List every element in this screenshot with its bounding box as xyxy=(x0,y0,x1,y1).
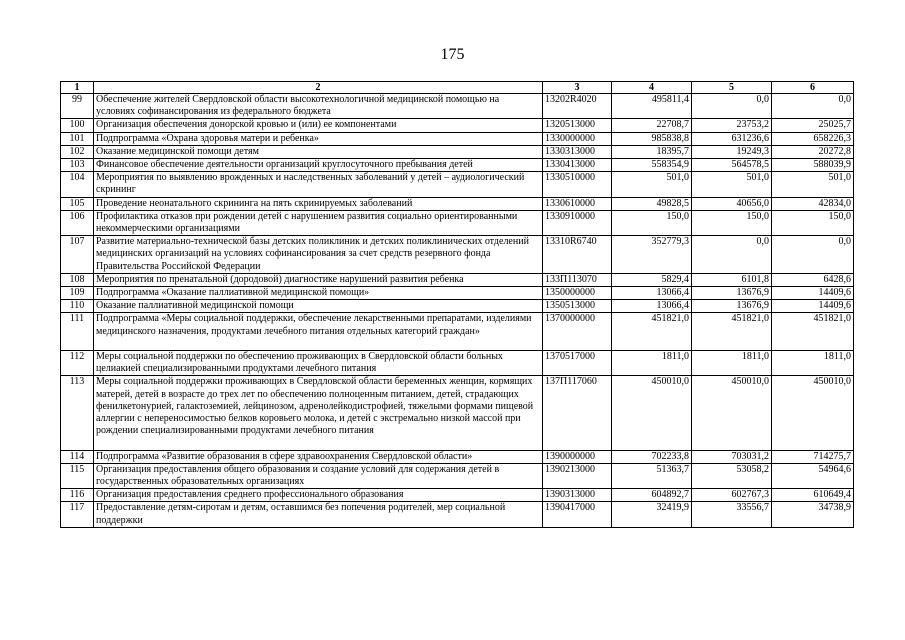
row-value-col5-cell: 1811,0 xyxy=(692,351,772,376)
row-value-col6-cell: 0,0 xyxy=(772,236,854,274)
header-cell: 6 xyxy=(772,82,854,94)
row-name-cell: Организация предоставления общего образования и создание условий для содержания детей в государственных образовательных организациях xyxy=(94,463,543,488)
row-code-cell: 1390213000 xyxy=(543,463,612,488)
row-code-cell: 1320513000 xyxy=(543,119,612,132)
row-code-cell: 1330000000 xyxy=(543,132,612,145)
row-name-cell: Организация предоставления среднего профессионального образования xyxy=(94,489,543,502)
row-code-cell: 1330510000 xyxy=(543,172,612,197)
row-value-col5-cell: 33556,7 xyxy=(692,502,772,527)
row-code-cell: 1370000000 xyxy=(543,313,612,351)
row-value-col6-cell: 1811,0 xyxy=(772,351,854,376)
row-value-col5-cell: 451821,0 xyxy=(692,313,772,351)
row-value-col4-cell: 150,0 xyxy=(612,210,692,235)
row-number-cell: 113 xyxy=(61,376,94,450)
table-row xyxy=(61,197,854,210)
table-row xyxy=(61,236,854,274)
row-value-col6-cell: 658226,3 xyxy=(772,132,854,145)
row-value-col6-cell: 6428,6 xyxy=(772,273,854,286)
row-name-cell: Проведение неонатального скрининга на пять скринируемых заболеваний xyxy=(94,197,543,210)
row-value-col4-cell: 558354,9 xyxy=(612,159,692,172)
table-row xyxy=(61,145,854,158)
table-row xyxy=(61,159,854,172)
row-number-cell: 109 xyxy=(61,287,94,300)
row-number-cell: 117 xyxy=(61,502,94,527)
table-row xyxy=(61,351,854,376)
row-number-cell: 102 xyxy=(61,145,94,158)
row-code-cell: 133П113070 xyxy=(543,273,612,286)
table-row xyxy=(61,172,854,197)
row-value-col6-cell: 34738,9 xyxy=(772,502,854,527)
row-name-cell: Подпрограмма «Охрана здоровья матери и ребенка» xyxy=(94,132,543,145)
row-number-cell: 104 xyxy=(61,172,94,197)
table-row xyxy=(61,376,854,450)
row-name-cell: Оказание паллиативной медицинской помощи xyxy=(94,300,543,313)
row-code-cell: 13202R4020 xyxy=(543,94,612,119)
row-code-cell: 1390000000 xyxy=(543,450,612,463)
row-code-cell: 1330610000 xyxy=(543,197,612,210)
row-value-col4-cell: 702233,8 xyxy=(612,450,692,463)
row-value-col4-cell: 51363,7 xyxy=(612,463,692,488)
table-row xyxy=(61,132,854,145)
row-number-cell: 103 xyxy=(61,159,94,172)
row-value-col5-cell: 602767,3 xyxy=(692,489,772,502)
row-name-cell: Мероприятия по выявлению врожденных и наследственных заболеваний у детей – аудиологический скрининг xyxy=(94,172,543,197)
row-value-col4-cell: 451821,0 xyxy=(612,313,692,351)
row-value-col5-cell: 23753,2 xyxy=(692,119,772,132)
row-value-col5-cell: 13676,9 xyxy=(692,287,772,300)
table-row xyxy=(61,94,854,119)
row-name-cell: Оказание медицинской помощи детям xyxy=(94,145,543,158)
row-name-cell: Мероприятия по пренатальной (дородовой) диагностике нарушений развития ребенка xyxy=(94,273,543,286)
row-value-col4-cell: 13066,4 xyxy=(612,300,692,313)
row-value-col6-cell: 54964,6 xyxy=(772,463,854,488)
table-row xyxy=(61,273,854,286)
header-cell: 3 xyxy=(543,82,612,94)
row-value-col4-cell: 352779,3 xyxy=(612,236,692,274)
row-value-col5-cell: 0,0 xyxy=(692,94,772,119)
row-value-col6-cell: 14409,6 xyxy=(772,300,854,313)
row-value-col4-cell: 22708,7 xyxy=(612,119,692,132)
row-number-cell: 107 xyxy=(61,236,94,274)
row-value-col4-cell: 18395,7 xyxy=(612,145,692,158)
row-value-col6-cell: 450010,0 xyxy=(772,376,854,450)
row-value-col6-cell: 20272,8 xyxy=(772,145,854,158)
row-value-col5-cell: 40656,0 xyxy=(692,197,772,210)
row-value-col4-cell: 450010,0 xyxy=(612,376,692,450)
row-number-cell: 101 xyxy=(61,132,94,145)
row-value-col5-cell: 13676,9 xyxy=(692,300,772,313)
row-value-col6-cell: 588039,9 xyxy=(772,159,854,172)
row-number-cell: 100 xyxy=(61,119,94,132)
row-code-cell: 137П117060 xyxy=(543,376,612,450)
row-name-cell: Организация обеспечения донорской кровью и (или) ее компонентами xyxy=(94,119,543,132)
table-row xyxy=(61,210,854,235)
row-code-cell: 1330413000 xyxy=(543,159,612,172)
row-number-cell: 115 xyxy=(61,463,94,488)
row-name-cell: Финансовое обеспечение деятельности организаций круглосуточного пребывания детей xyxy=(94,159,543,172)
table-row xyxy=(61,287,854,300)
row-number-cell: 114 xyxy=(61,450,94,463)
header-cell: 5 xyxy=(692,82,772,94)
row-code-cell: 1330313000 xyxy=(543,145,612,158)
row-code-cell: 1350513000 xyxy=(543,300,612,313)
table-row xyxy=(61,450,854,463)
row-value-col5-cell: 703031,2 xyxy=(692,450,772,463)
row-name-cell: Профилактика отказов при рождении детей с нарушением развития социально ориентированными некоммерческими организациями xyxy=(94,210,543,235)
row-value-col5-cell: 0,0 xyxy=(692,236,772,274)
row-name-cell: Развитие материально-технической базы детских поликлиник и детских поликлинических отделений медицинских организаций на условиях софинансирования за счет средств резервного фонда Правительства Российской Федерации xyxy=(94,236,543,274)
row-value-col6-cell: 451821,0 xyxy=(772,313,854,351)
row-value-col4-cell: 495811,4 xyxy=(612,94,692,119)
row-value-col5-cell: 450010,0 xyxy=(692,376,772,450)
row-name-cell: Подпрограмма «Развитие образования в сфере здравоохранения Свердловской области» xyxy=(94,450,543,463)
row-value-col6-cell: 42834,0 xyxy=(772,197,854,210)
header-cell: 1 xyxy=(61,82,94,94)
row-name-cell: Обеспечение жителей Свердловской области высокотехнологичной медицинской помощью на условиях софинансирования из федерального бюджета xyxy=(94,94,543,119)
row-value-col5-cell: 564578,5 xyxy=(692,159,772,172)
row-number-cell: 116 xyxy=(61,489,94,502)
row-value-col6-cell: 610649,4 xyxy=(772,489,854,502)
row-code-cell: 1330910000 xyxy=(543,210,612,235)
row-value-col4-cell: 13066,4 xyxy=(612,287,692,300)
table-row xyxy=(61,119,854,132)
row-name-cell: Меры социальной поддержки проживающих в Свердловской области беременных женщин, кормящих матерей, детей в возрасте до трех лет по обеспечению полноценным питанием, детей, страдающих фенилкетонурией, галактоземией, лейцинозом, адренолейкодистрофией, тяжелыми формами пищевой аллергии с непереносимостью белков коровьего молока, и детей с экстремально низкой массой при рождении специализированными продуктами лечебного питания xyxy=(94,376,543,450)
row-value-col5-cell: 501,0 xyxy=(692,172,772,197)
row-value-col4-cell: 5829,4 xyxy=(612,273,692,286)
row-code-cell: 1370517000 xyxy=(543,351,612,376)
row-value-col5-cell: 53058,2 xyxy=(692,463,772,488)
row-value-col4-cell: 49828,5 xyxy=(612,197,692,210)
budget-table xyxy=(60,81,854,528)
row-name-cell: Меры социальной поддержки по обеспечению проживающих в Свердловской области больных целиакией специализированными продуктами лечебного питания xyxy=(94,351,543,376)
row-number-cell: 108 xyxy=(61,273,94,286)
row-value-col4-cell: 985838,8 xyxy=(612,132,692,145)
header-cell: 4 xyxy=(612,82,692,94)
table-row xyxy=(61,300,854,313)
row-code-cell: 1350000000 xyxy=(543,287,612,300)
row-code-cell: 1390417000 xyxy=(543,502,612,527)
row-number-cell: 111 xyxy=(61,313,94,351)
row-number-cell: 110 xyxy=(61,300,94,313)
row-code-cell: 13310R6740 xyxy=(543,236,612,274)
row-value-col6-cell: 14409,6 xyxy=(772,287,854,300)
row-value-col5-cell: 150,0 xyxy=(692,210,772,235)
page-number: 175 xyxy=(440,46,465,63)
row-value-col6-cell: 25025,7 xyxy=(772,119,854,132)
row-name-cell: Предоставление детям-сиротам и детям, оставшимся без попечения родителей, мер социальной поддержки xyxy=(94,502,543,527)
header-cell: 2 xyxy=(94,82,543,94)
row-code-cell: 1390313000 xyxy=(543,489,612,502)
table-row xyxy=(61,313,854,351)
row-value-col5-cell: 631236,6 xyxy=(692,132,772,145)
row-value-col6-cell: 501,0 xyxy=(772,172,854,197)
table-row xyxy=(61,489,854,502)
row-name-cell: Подпрограмма «Оказание паллиативной медицинской помощи» xyxy=(94,287,543,300)
row-value-col5-cell: 19249,3 xyxy=(692,145,772,158)
row-number-cell: 99 xyxy=(61,94,94,119)
row-value-col4-cell: 501,0 xyxy=(612,172,692,197)
row-value-col6-cell: 0,0 xyxy=(772,94,854,119)
table-row xyxy=(61,463,854,488)
row-value-col4-cell: 604892,7 xyxy=(612,489,692,502)
table-row xyxy=(61,502,854,527)
row-name-cell: Подпрограмма «Меры социальной поддержки, обеспечение лекарственными препаратами, изделиями медицинского назначения, продуктами лечебного питания отдельных категорий граждан» xyxy=(94,313,543,351)
row-value-col6-cell: 714275,7 xyxy=(772,450,854,463)
row-value-col4-cell: 32419,9 xyxy=(612,502,692,527)
row-value-col6-cell: 150,0 xyxy=(772,210,854,235)
row-number-cell: 112 xyxy=(61,351,94,376)
row-value-col5-cell: 6101,8 xyxy=(692,273,772,286)
row-value-col4-cell: 1811,0 xyxy=(612,351,692,376)
row-number-cell: 106 xyxy=(61,210,94,235)
table-header-row xyxy=(61,82,854,94)
row-number-cell: 105 xyxy=(61,197,94,210)
